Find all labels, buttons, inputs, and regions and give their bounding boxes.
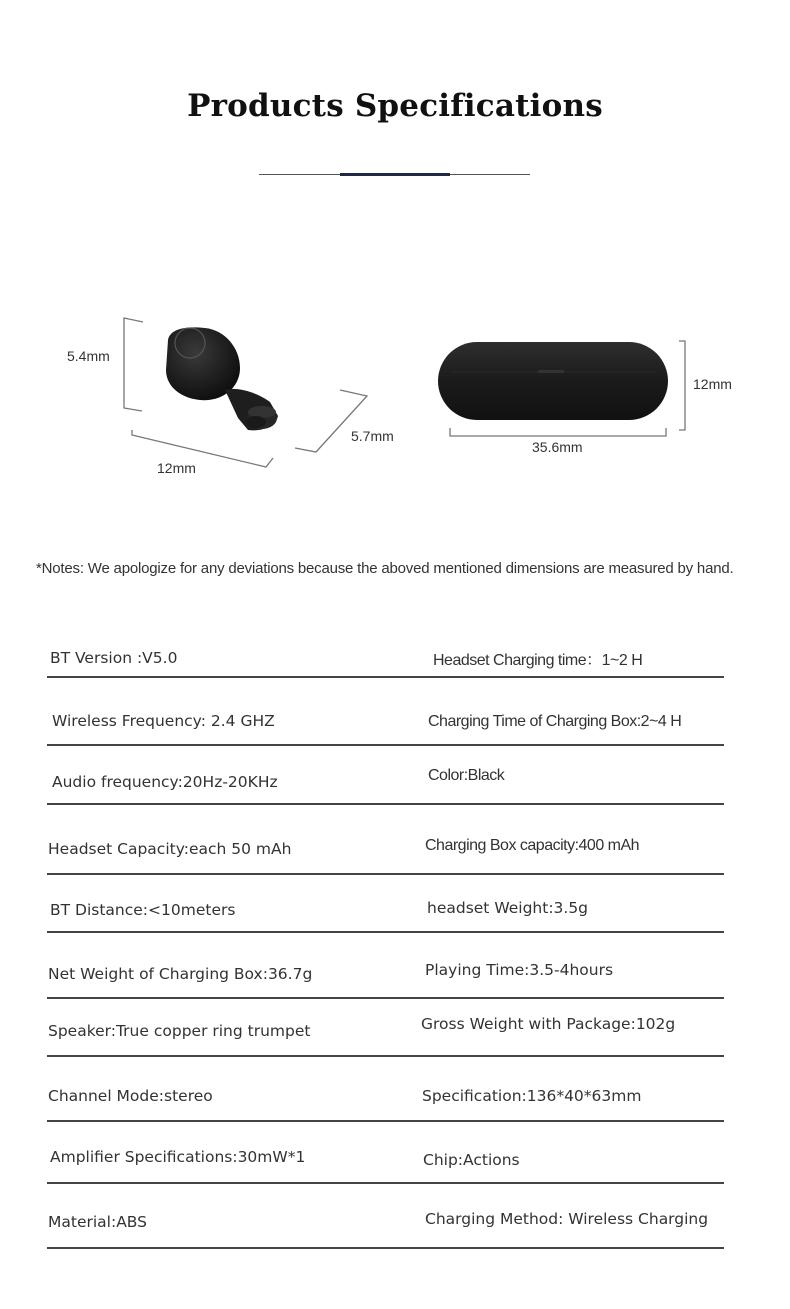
dimension-diagram — [0, 290, 790, 490]
spec-material: Material:ABS — [48, 1213, 147, 1231]
spec-bt-version: BT Version :V5.0 — [50, 649, 178, 667]
earbud-width-label: 12mm — [157, 460, 196, 476]
spec-amplifier: Amplifier Specifications:30mW*1 — [50, 1148, 306, 1166]
spec-chip: Chip:Actions — [423, 1151, 520, 1169]
row-divider — [47, 1247, 724, 1249]
spec-headset-capacity: Headset Capacity:each 50 mAh — [48, 840, 292, 858]
spec-playing-time: Playing Time:3.5-4hours — [425, 961, 614, 979]
title-divider-accent — [340, 173, 450, 176]
spec-headset-charging-time: Headset Charging time：1~2 H — [433, 652, 643, 669]
earbud-icon — [166, 327, 278, 430]
charging-case-icon — [438, 342, 668, 420]
case-height-label: 12mm — [693, 376, 732, 392]
earbud-depth-label: 5.7mm — [351, 428, 394, 444]
spec-headset-weight: headset Weight:3.5g — [427, 899, 589, 917]
row-divider — [47, 873, 724, 875]
spec-box-net-weight: Net Weight of Charging Box:36.7g — [48, 965, 313, 983]
spec-wireless-frequency: Wireless Frequency: 2.4 GHZ — [52, 712, 275, 730]
spec-audio-frequency: Audio frequency:20Hz-20KHz — [52, 773, 278, 791]
case-height-bracket — [679, 341, 685, 430]
row-divider — [47, 997, 724, 999]
spec-color: Color:Black — [428, 767, 505, 784]
row-divider — [47, 1120, 724, 1122]
row-divider — [47, 744, 724, 746]
spec-gross-weight: Gross Weight with Package:102g — [421, 1015, 676, 1033]
spec-box-capacity: Charging Box capacity:400 mAh — [425, 837, 640, 854]
case-width-label: 35.6mm — [532, 439, 583, 455]
dimension-lines — [0, 290, 790, 490]
earbud-width-bracket — [132, 430, 273, 467]
row-divider — [47, 676, 724, 678]
spec-box-charging-time: Charging Time of Charging Box:2~4 H — [428, 713, 682, 730]
case-width-bracket — [450, 428, 666, 436]
spec-speaker: Speaker:True copper ring trumpet — [48, 1022, 311, 1040]
earbud-height-bracket — [124, 318, 143, 411]
spec-charging-method: Charging Method: Wireless Charging — [425, 1210, 709, 1228]
page-title: Products Specifications — [187, 88, 603, 124]
row-divider — [47, 1182, 724, 1184]
spec-bt-distance: BT Distance:<10meters — [50, 901, 236, 919]
row-divider — [47, 803, 724, 805]
spec-channel-mode: Channel Mode:stereo — [48, 1087, 213, 1105]
earbud-height-label: 5.4mm — [67, 348, 110, 364]
row-divider — [47, 931, 724, 933]
measurement-note: *Notes: We apologize for any deviations because the aboved mentioned dimensions are measured by hand. — [36, 560, 734, 577]
row-divider — [47, 1055, 724, 1057]
spec-package-specification: Specification:136*40*63mm — [422, 1087, 642, 1105]
